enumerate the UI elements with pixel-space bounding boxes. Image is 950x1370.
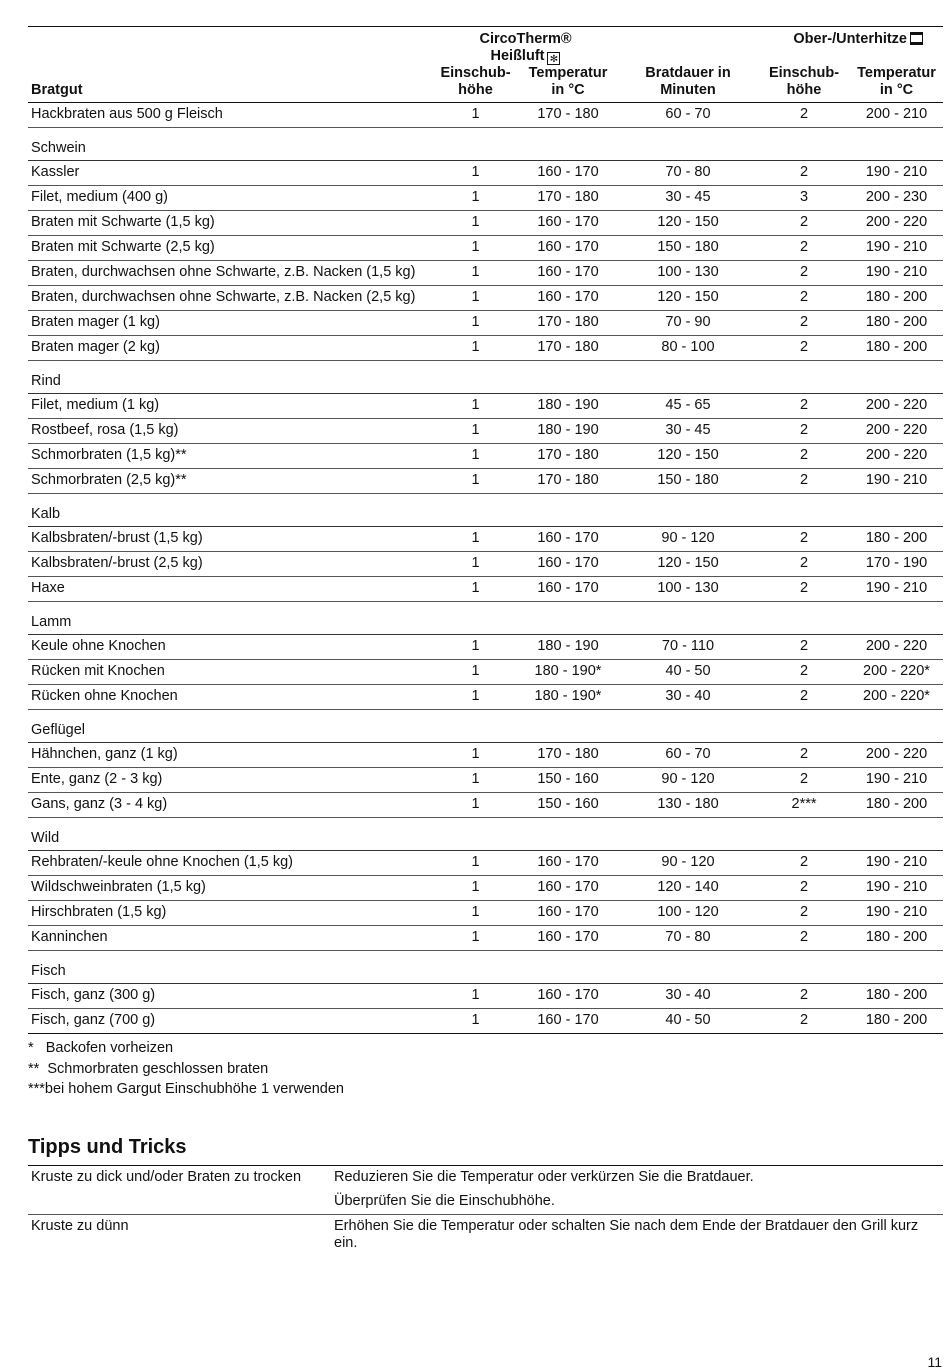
temp-oberunter: 190 - 210 (850, 161, 943, 186)
shelf-circotherm: 1 (433, 394, 518, 419)
table-row (28, 236, 943, 261)
circotherm-header (433, 27, 618, 66)
duration: 60 - 70 (618, 743, 758, 768)
table-row (28, 685, 943, 710)
temp-oberunter: 190 - 210 (850, 901, 943, 926)
footnote: * Backofen vorheizen (28, 1040, 174, 1056)
duration: 70 - 110 (618, 635, 758, 660)
duration: 150 - 180 (618, 236, 758, 261)
temp-oberunter: 180 - 200 (850, 793, 943, 818)
temp-oberunter: 190 - 210 (850, 768, 943, 793)
duration: 150 - 180 (618, 469, 758, 494)
heissluft-label: Heißluft (490, 48, 545, 64)
duration: 30 - 45 (618, 419, 758, 444)
item-name: Braten mager (1 kg) (28, 311, 433, 336)
shelf-oberunter: 2 (758, 1009, 850, 1034)
shelf-circotherm: 1 (433, 311, 518, 336)
item-name: Fisch, ganz (300 g) (28, 984, 433, 1009)
category-label: Kalb (28, 494, 943, 527)
item-name: Rücken mit Knochen (28, 660, 433, 685)
category-row (28, 494, 943, 527)
temp-circotherm: 170 - 180 (518, 186, 618, 211)
temp-circotherm: 160 - 170 (518, 926, 618, 951)
shelf-oberunter: 2 (758, 984, 850, 1009)
item-name: Rücken ohne Knochen (28, 685, 433, 710)
shelf-oberunter: 3 (758, 186, 850, 211)
item-name: Kassler (28, 161, 433, 186)
temp-oberunter: 180 - 200 (850, 926, 943, 951)
roasting-table-body (28, 103, 943, 1034)
item-name: Kalbsbraten/-brust (2,5 kg) (28, 552, 433, 577)
temp-oberunter: 180 - 200 (850, 311, 943, 336)
shelf-oberunter: 2 (758, 286, 850, 311)
table-row (28, 793, 943, 818)
temp-oberunter: 200 - 220 (850, 635, 943, 660)
shelf-oberunter: 2 (758, 577, 850, 602)
table-row (28, 635, 943, 660)
temp-circotherm: 160 - 170 (518, 261, 618, 286)
shelf-circotherm: 1 (433, 1009, 518, 1034)
col-dauer: Bratdauer in Minuten (618, 65, 758, 103)
table-row (28, 901, 943, 926)
duration: 45 - 65 (618, 394, 758, 419)
shelf-oberunter: 2 (758, 103, 850, 128)
tips-problem (28, 1190, 331, 1215)
shelf-circotherm: 1 (433, 984, 518, 1009)
temp-circotherm: 180 - 190 (518, 394, 618, 419)
temp-circotherm: 170 - 180 (518, 444, 618, 469)
page-number: 11 (927, 1354, 942, 1370)
temp-circotherm: 170 - 180 (518, 336, 618, 361)
shelf-oberunter: 2 (758, 444, 850, 469)
top-bottom-heat-icon (910, 32, 923, 45)
temp-circotherm: 170 - 180 (518, 743, 618, 768)
table-row (28, 1009, 943, 1034)
temp-oberunter: 180 - 200 (850, 1009, 943, 1034)
shelf-circotherm: 1 (433, 876, 518, 901)
category-label: Fisch (28, 951, 943, 984)
tips-solution: Überprüfen Sie die Einschubhöhe. (331, 1190, 943, 1215)
shelf-circotherm: 1 (433, 851, 518, 876)
shelf-oberunter: 2 (758, 926, 850, 951)
shelf-oberunter: 2 (758, 419, 850, 444)
item-name: Gans, ganz (3 - 4 kg) (28, 793, 433, 818)
category-row (28, 951, 943, 984)
shelf-circotherm: 1 (433, 768, 518, 793)
shelf-circotherm: 1 (433, 261, 518, 286)
shelf-oberunter: 2 (758, 768, 850, 793)
duration: 100 - 120 (618, 901, 758, 926)
temp-circotherm: 160 - 170 (518, 236, 618, 261)
duration: 90 - 120 (618, 768, 758, 793)
temp-circotherm: 160 - 170 (518, 552, 618, 577)
temp-circotherm: 160 - 170 (518, 984, 618, 1009)
table-row (28, 394, 943, 419)
item-name: Ente, ganz (2 - 3 kg) (28, 768, 433, 793)
header-blank-2 (618, 27, 758, 66)
temp-circotherm: 180 - 190 (518, 635, 618, 660)
category-row (28, 361, 943, 394)
item-name: Filet, medium (400 g) (28, 186, 433, 211)
page (28, 26, 943, 1256)
item-name: Keule ohne Knochen (28, 635, 433, 660)
temp-oberunter: 190 - 210 (850, 851, 943, 876)
category-label: Geflügel (28, 710, 943, 743)
table-row (28, 926, 943, 951)
temp-circotherm: 160 - 170 (518, 527, 618, 552)
category-label: Rind (28, 361, 943, 394)
footnote: ** Schmorbraten geschlossen braten (28, 1060, 269, 1077)
temp-circotherm: 160 - 170 (518, 1009, 618, 1034)
col-einschub-1: Einschub- höhe (433, 65, 518, 103)
temp-oberunter: 180 - 200 (850, 286, 943, 311)
item-name: Kanninchen (28, 926, 433, 951)
table-row (28, 984, 943, 1009)
temp-circotherm: 160 - 170 (518, 577, 618, 602)
shelf-circotherm: 1 (433, 926, 518, 951)
shelf-circotherm: 1 (433, 103, 518, 128)
item-name: Braten mit Schwarte (2,5 kg) (28, 236, 433, 261)
item-name: Braten, durchwachsen ohne Schwarte, z.B. Nacken (2,5 kg) (28, 286, 433, 311)
shelf-oberunter: 2 (758, 876, 850, 901)
item-name: Wildschweinbraten (1,5 kg) (28, 876, 433, 901)
shelf-oberunter: 2 (758, 161, 850, 186)
shelf-oberunter: 2 (758, 527, 850, 552)
shelf-circotherm: 1 (433, 336, 518, 361)
shelf-circotherm: 1 (433, 419, 518, 444)
temp-oberunter: 190 - 210 (850, 876, 943, 901)
col-temp-1: Temperatur in °C (518, 65, 618, 103)
temp-oberunter: 190 - 210 (850, 577, 943, 602)
duration: 40 - 50 (618, 660, 758, 685)
temp-circotherm: 160 - 170 (518, 161, 618, 186)
shelf-oberunter: 2 (758, 685, 850, 710)
table-row (28, 527, 943, 552)
shelf-circotherm: 1 (433, 793, 518, 818)
temp-circotherm: 170 - 180 (518, 311, 618, 336)
duration: 70 - 80 (618, 161, 758, 186)
temp-oberunter: 200 - 220* (850, 685, 943, 710)
col-bratgut: Bratgut (28, 65, 433, 103)
item-name: Kalbsbraten/-brust (1,5 kg) (28, 527, 433, 552)
item-name: Fisch, ganz (700 g) (28, 1009, 433, 1034)
duration: 30 - 40 (618, 685, 758, 710)
shelf-circotherm: 1 (433, 577, 518, 602)
col-einschub-2: Einschub- höhe (758, 65, 850, 103)
item-name: Hirschbraten (1,5 kg) (28, 901, 433, 926)
temp-circotherm: 160 - 170 (518, 876, 618, 901)
temp-oberunter: 200 - 220* (850, 660, 943, 685)
shelf-circotherm: 1 (433, 444, 518, 469)
footnote: ***bei hohem Gargut Einschubhöhe 1 verwenden (28, 1081, 344, 1097)
table-row (28, 186, 943, 211)
item-name: Braten mager (2 kg) (28, 336, 433, 361)
duration: 90 - 120 (618, 527, 758, 552)
oberunter-label: Ober-/Unterhitze (793, 31, 907, 47)
item-name: Rostbeef, rosa (1,5 kg) (28, 419, 433, 444)
duration: 120 - 140 (618, 876, 758, 901)
table-row (28, 311, 943, 336)
temp-oberunter: 200 - 220 (850, 444, 943, 469)
duration: 60 - 70 (618, 103, 758, 128)
temp-circotherm: 170 - 180 (518, 469, 618, 494)
shelf-oberunter: 2 (758, 469, 850, 494)
shelf-circotherm: 1 (433, 901, 518, 926)
col-temp-2: Temperatur in °C (850, 65, 943, 103)
shelf-oberunter: 2 (758, 336, 850, 361)
temp-oberunter: 200 - 220 (850, 419, 943, 444)
duration: 80 - 100 (618, 336, 758, 361)
duration: 40 - 50 (618, 1009, 758, 1034)
category-label: Wild (28, 818, 943, 851)
item-name: Braten, durchwachsen ohne Schwarte, z.B. Nacken (1,5 kg) (28, 261, 433, 286)
item-name: Rehbraten/-keule ohne Knochen (1,5 kg) (28, 851, 433, 876)
category-row (28, 602, 943, 635)
temp-oberunter: 180 - 200 (850, 984, 943, 1009)
header-blank (28, 27, 433, 66)
temp-circotherm: 170 - 180 (518, 103, 618, 128)
table-row (28, 419, 943, 444)
circotherm-label: CircoTherm® (479, 31, 572, 47)
shelf-oberunter: 2 (758, 311, 850, 336)
category-label: Lamm (28, 602, 943, 635)
shelf-circotherm: 1 (433, 552, 518, 577)
tips-heading: Tipps und Tricks (28, 1136, 943, 1166)
table-row (28, 261, 943, 286)
duration: 70 - 90 (618, 311, 758, 336)
duration: 120 - 150 (618, 444, 758, 469)
roasting-table (28, 26, 943, 1034)
shelf-circotherm: 1 (433, 161, 518, 186)
shelf-oberunter: 2 (758, 552, 850, 577)
category-label: Schwein (28, 128, 943, 161)
duration: 100 - 130 (618, 261, 758, 286)
item-name: Haxe (28, 577, 433, 602)
table-row (28, 851, 943, 876)
table-row (28, 211, 943, 236)
temp-oberunter: 200 - 220 (850, 211, 943, 236)
table-row (28, 660, 943, 685)
temp-circotherm: 160 - 170 (518, 851, 618, 876)
temp-oberunter: 190 - 210 (850, 236, 943, 261)
temp-circotherm: 180 - 190 (518, 419, 618, 444)
fan-heat-icon: ✻ (547, 52, 560, 65)
temp-oberunter: 200 - 230 (850, 186, 943, 211)
table-row (28, 103, 943, 128)
shelf-circotherm: 1 (433, 186, 518, 211)
shelf-oberunter: 2 (758, 236, 850, 261)
shelf-oberunter: 2 (758, 635, 850, 660)
shelf-circotherm: 1 (433, 236, 518, 261)
shelf-oberunter: 2 (758, 394, 850, 419)
tips-problem: Kruste zu dünn (31, 1217, 129, 1234)
table-row (28, 552, 943, 577)
temp-circotherm: 160 - 170 (518, 286, 618, 311)
table-row (28, 286, 943, 311)
shelf-oberunter: 2 (758, 261, 850, 286)
tips-row (28, 1214, 943, 1256)
shelf-oberunter: 2 (758, 660, 850, 685)
table-row (28, 336, 943, 361)
duration: 120 - 150 (618, 211, 758, 236)
duration: 70 - 80 (618, 926, 758, 951)
table-row (28, 743, 943, 768)
temp-oberunter: 170 - 190 (850, 552, 943, 577)
table-row (28, 469, 943, 494)
duration: 90 - 120 (618, 851, 758, 876)
duration: 100 - 130 (618, 577, 758, 602)
footnotes (28, 1038, 943, 1100)
tips-table (28, 1166, 943, 1256)
shelf-circotherm: 1 (433, 469, 518, 494)
item-name: Schmorbraten (1,5 kg)** (28, 444, 433, 469)
temp-oberunter: 180 - 200 (850, 527, 943, 552)
temp-oberunter: 180 - 200 (850, 336, 943, 361)
item-name: Hackbraten aus 500 g Fleisch (28, 103, 433, 128)
shelf-oberunter: 2 (758, 851, 850, 876)
item-name: Schmorbraten (2,5 kg)** (28, 469, 433, 494)
item-name: Braten mit Schwarte (1,5 kg) (28, 211, 433, 236)
duration: 30 - 45 (618, 186, 758, 211)
item-name: Hähnchen, ganz (1 kg) (28, 743, 433, 768)
table-row (28, 577, 943, 602)
oberunter-header (758, 27, 943, 66)
tips-row (28, 1190, 943, 1215)
temp-oberunter: 190 - 210 (850, 261, 943, 286)
shelf-circotherm: 1 (433, 743, 518, 768)
shelf-circotherm: 1 (433, 685, 518, 710)
category-row (28, 818, 943, 851)
shelf-oberunter: 2 (758, 211, 850, 236)
tips-solution: Erhöhen Sie die Temperatur oder schalten Sie nach dem Ende der Bratdauer den Grill kurz ein. (334, 1217, 919, 1251)
shelf-circotherm: 1 (433, 635, 518, 660)
temp-circotherm: 180 - 190* (518, 685, 618, 710)
category-row (28, 710, 943, 743)
temp-circotherm: 150 - 160 (518, 768, 618, 793)
temp-oberunter: 200 - 220 (850, 394, 943, 419)
table-row (28, 444, 943, 469)
table-row (28, 768, 943, 793)
temp-circotherm: 160 - 170 (518, 211, 618, 236)
temp-circotherm: 150 - 160 (518, 793, 618, 818)
duration: 130 - 180 (618, 793, 758, 818)
shelf-oberunter: 2*** (758, 793, 850, 818)
duration: 30 - 40 (618, 984, 758, 1009)
temp-oberunter: 190 - 210 (850, 469, 943, 494)
category-row (28, 128, 943, 161)
table-row (28, 876, 943, 901)
shelf-oberunter: 2 (758, 901, 850, 926)
temp-oberunter: 200 - 210 (850, 103, 943, 128)
tips-problem: Kruste zu dick und/oder Braten zu trocken (31, 1168, 302, 1185)
shelf-circotherm: 1 (433, 286, 518, 311)
shelf-circotherm: 1 (433, 527, 518, 552)
duration: 120 - 150 (618, 286, 758, 311)
duration: 120 - 150 (618, 552, 758, 577)
item-name: Filet, medium (1 kg) (28, 394, 433, 419)
shelf-circotherm: 1 (433, 211, 518, 236)
tips-row (28, 1166, 943, 1190)
table-row (28, 161, 943, 186)
shelf-oberunter: 2 (758, 743, 850, 768)
temp-circotherm: 160 - 170 (518, 901, 618, 926)
tips-solution: Reduzieren Sie die Temperatur oder verkürzen Sie die Bratdauer. (334, 1168, 754, 1185)
temp-circotherm: 180 - 190* (518, 660, 618, 685)
temp-oberunter: 200 - 220 (850, 743, 943, 768)
shelf-circotherm: 1 (433, 660, 518, 685)
